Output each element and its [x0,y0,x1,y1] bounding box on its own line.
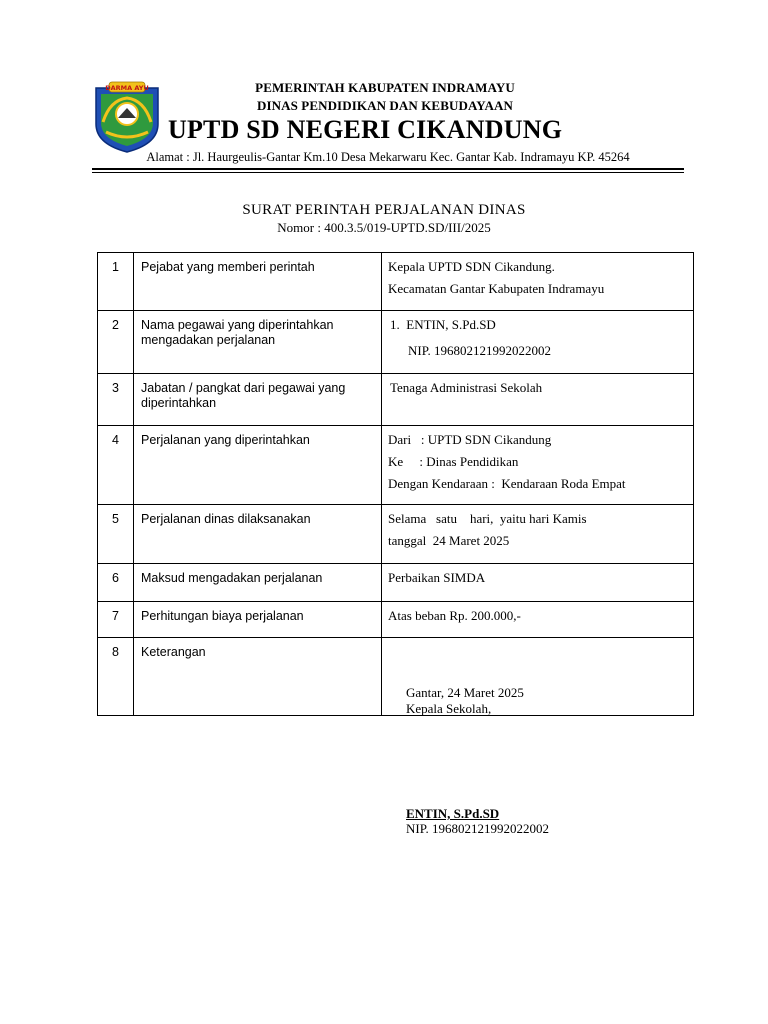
row-number: 2 [98,311,134,374]
row-label: Jabatan / pangkat dari pegawai yang diperintahkan [134,374,382,426]
row-number: 1 [98,253,134,311]
value-line: Dengan Kendaraan : Kendaraan Roda Empat [388,476,626,491]
value-line [388,643,687,665]
regency-emblem-icon [92,80,162,154]
emblem-ribbon-text: DARMA AYU [105,84,149,92]
travel-order-table [97,252,694,716]
signatory-name: ENTIN, S.Pd.SD [406,806,500,821]
school-name: UPTD SD NEGERI CIKANDUNG [168,115,563,144]
value-line: Tenaga Administrasi Sekolah [390,380,543,395]
row-value [382,505,694,564]
value-line: Ke : Dinas Pendidikan [388,454,519,469]
row-value [382,253,694,311]
row-value [382,602,694,638]
value-line: Selama satu hari, yaitu hari Kamis [388,511,587,526]
table-row [98,505,694,564]
table-row [98,311,694,374]
agency-name: DINAS PENDIDIKAN DAN KEBUDAYAAN [256,98,514,113]
value-line: 1. ENTIN, S.Pd.SD [390,317,496,332]
row-label: Perhitungan biaya perjalanan [134,602,382,638]
row-value [382,426,694,505]
row-number: 7 [98,602,134,638]
table-row [98,426,694,505]
row-number: 8 [98,638,134,716]
row-value [382,374,694,426]
row-number: 5 [98,505,134,564]
table-row [98,638,694,716]
row-number: 6 [98,564,134,602]
value-line: Atas beban Rp. 200.000,- [388,608,521,623]
letterhead-rule-thin [92,172,684,173]
letterhead-rule-thick [92,168,684,170]
value-line: NIP. 196802121992022002 [408,343,552,358]
table-row [98,374,694,426]
row-label: Nama pegawai yang diperintahkan mengadakan perjalanan [134,311,382,374]
signature-place-date: Gantar, 24 Maret 2025 [406,685,524,700]
table-row [98,602,694,638]
table-row [98,253,694,311]
signature-role: Kepala Sekolah, [406,701,492,716]
row-label: Maksud mengadakan perjalanan [134,564,382,602]
value-line: Dari : UPTD SDN Cikandung [388,432,552,447]
value-line: Kecamatan Gantar Kabupaten Indramayu [388,281,605,296]
row-label: Perjalanan dinas dilaksanakan [134,505,382,564]
row-value [382,564,694,602]
value-line: tanggal 24 Maret 2025 [388,533,510,548]
value-line: Perbaikan SIMDA [388,570,486,585]
government-name: PEMERINTAH KABUPATEN INDRAMAYU [255,80,515,95]
document-title: SURAT PERINTAH PERJALANAN DINAS [242,202,526,218]
table-row [98,564,694,602]
row-label: Perjalanan yang diperintahkan [134,426,382,505]
row-label: Pejabat yang memberi perintah [134,253,382,311]
row-number: 4 [98,426,134,505]
signatory-nip: NIP. 196802121992022002 [406,821,550,836]
row-number: 3 [98,374,134,426]
document-number: Nomor : 400.3.5/019-UPTD.SD/III/2025 [277,220,491,235]
row-value [382,311,694,374]
school-address: Alamat : Jl. Haurgeulis-Gantar Km.10 Desa Mekarwaru Kec. Gantar Kab. Indramayu KP. 45264 [146,150,630,164]
value-line: Kepala UPTD SDN Cikandung. [388,259,555,274]
row-label: Keterangan [134,638,382,716]
